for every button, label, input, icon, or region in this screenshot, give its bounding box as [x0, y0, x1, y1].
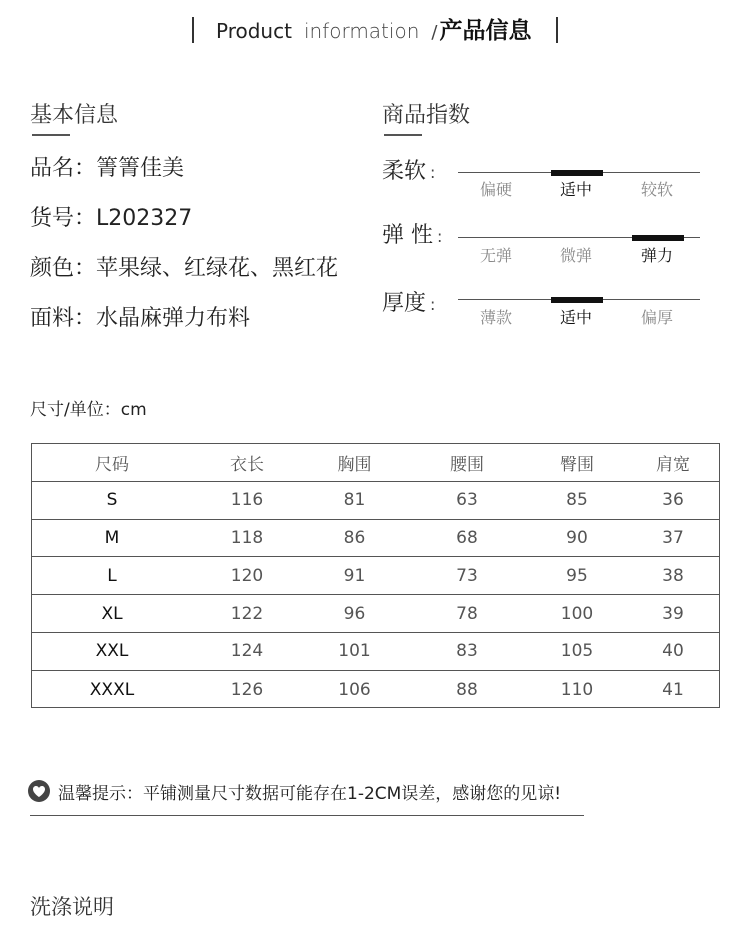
- table-cell: 81: [343, 490, 366, 511]
- page-header: [216, 14, 531, 48]
- header-right-bar: [556, 17, 558, 43]
- table-cell: 86: [343, 527, 366, 548]
- table-cell: 120: [230, 565, 264, 586]
- table-cell: 41: [662, 679, 684, 700]
- table-header-cell: 胸围: [337, 454, 372, 475]
- table-cell: 90: [566, 527, 588, 548]
- index-option-thickness-thin: 薄款: [479, 308, 512, 327]
- table-cell: 88: [456, 679, 478, 700]
- table-cell: 91: [343, 565, 366, 586]
- measurement-tip: [28, 778, 561, 804]
- table-cell: 106: [338, 679, 371, 700]
- table-cell: XXXL: [89, 679, 135, 700]
- index-label-elasticity: 弹 性 :: [382, 223, 443, 248]
- info-product-name: 品名：箐箐佳美: [30, 156, 185, 181]
- index-option-elasticity-slight: 微弹: [559, 246, 592, 265]
- table-cell: XXL: [95, 641, 129, 662]
- table-cell: 122: [230, 603, 264, 624]
- table-cell: 96: [343, 603, 366, 624]
- table-cell: 105: [560, 641, 594, 662]
- table-header-cell: 肩宽: [656, 454, 690, 475]
- index-option-elasticity-stretch: 弹力: [640, 246, 673, 265]
- index-option-thickness-thick: 偏厚: [640, 308, 673, 327]
- index-option-thickness-medium: 适中: [559, 308, 592, 327]
- header-left-bar: [192, 17, 194, 43]
- index-option-softness-hard: 偏硬: [479, 180, 512, 199]
- table-cell: M: [104, 527, 120, 548]
- header-separator: /: [431, 22, 438, 43]
- index-option-softness-soft: 较软: [640, 180, 673, 199]
- info-fabric: 面料：水晶麻弹力布料: [30, 306, 251, 331]
- table-cell: 63: [456, 490, 478, 511]
- header-cn-title: 产品信息: [439, 18, 532, 44]
- index-option-softness-medium: 适中: [559, 180, 592, 199]
- index-label-softness: 柔软 :: [382, 159, 436, 184]
- table-header-cell: 腰围: [450, 454, 484, 475]
- table-cell: 39: [662, 603, 684, 624]
- table-cell: 101: [338, 641, 371, 662]
- size-unit-label: 尺寸/单位：cm: [30, 400, 147, 420]
- size-table: [31, 443, 720, 708]
- tip-text: 温馨提示：平铺测量尺寸数据可能存在1-2CM误差，感谢您的见谅!: [58, 783, 562, 804]
- table-cell: XL: [101, 603, 123, 624]
- table-header-cell: 臀围: [560, 454, 594, 475]
- table-cell: 100: [560, 603, 594, 624]
- header-en-information: information: [303, 19, 420, 43]
- table-row: [32, 671, 719, 709]
- table-cell: 40: [662, 641, 684, 662]
- table-cell: 36: [662, 490, 684, 511]
- table-cell: 118: [230, 527, 264, 548]
- table-row: [32, 633, 719, 671]
- table-cell: 83: [456, 641, 478, 662]
- table-cell: 85: [566, 490, 588, 511]
- table-cell: S: [106, 490, 118, 511]
- product-index-title: 商品指数: [382, 103, 471, 128]
- index-marker-thickness: [551, 297, 603, 303]
- tip-divider: [30, 815, 584, 816]
- index-marker-softness: [551, 170, 603, 176]
- basic-info-title: 基本信息: [30, 103, 119, 128]
- product-index-underline: [384, 134, 422, 136]
- table-row: [32, 520, 719, 558]
- washing-title: 洗涤说明: [30, 895, 114, 919]
- info-colors: 颜色：苹果绿、红绿花、黑红花: [30, 256, 339, 281]
- table-cell: 126: [230, 679, 264, 700]
- table-header-row: [32, 444, 719, 482]
- header-en-product: Product: [216, 19, 292, 43]
- table-row: [32, 557, 719, 595]
- table-cell: 37: [662, 527, 684, 548]
- info-item-number: 货号：L202327: [30, 206, 193, 231]
- basic-info-underline: [32, 134, 70, 136]
- table-cell: 116: [230, 490, 264, 511]
- table-cell: 124: [230, 641, 264, 662]
- index-option-elasticity-none: 无弹: [479, 246, 512, 265]
- table-cell: 73: [456, 565, 478, 586]
- table-cell: 38: [662, 565, 684, 586]
- table-header-cell: 衣长: [230, 454, 264, 475]
- table-cell: 68: [456, 527, 478, 548]
- table-row: [32, 482, 719, 520]
- table-header-cell: 尺码: [95, 454, 129, 475]
- table-cell: 110: [560, 679, 594, 700]
- table-cell: L: [107, 565, 117, 586]
- table-cell: 78: [456, 603, 478, 624]
- index-marker-elasticity: [632, 235, 684, 241]
- index-label-thickness: 厚度 :: [382, 291, 436, 316]
- table-row: [32, 595, 719, 633]
- heart-icon: [28, 780, 50, 802]
- table-cell: 95: [566, 565, 588, 586]
